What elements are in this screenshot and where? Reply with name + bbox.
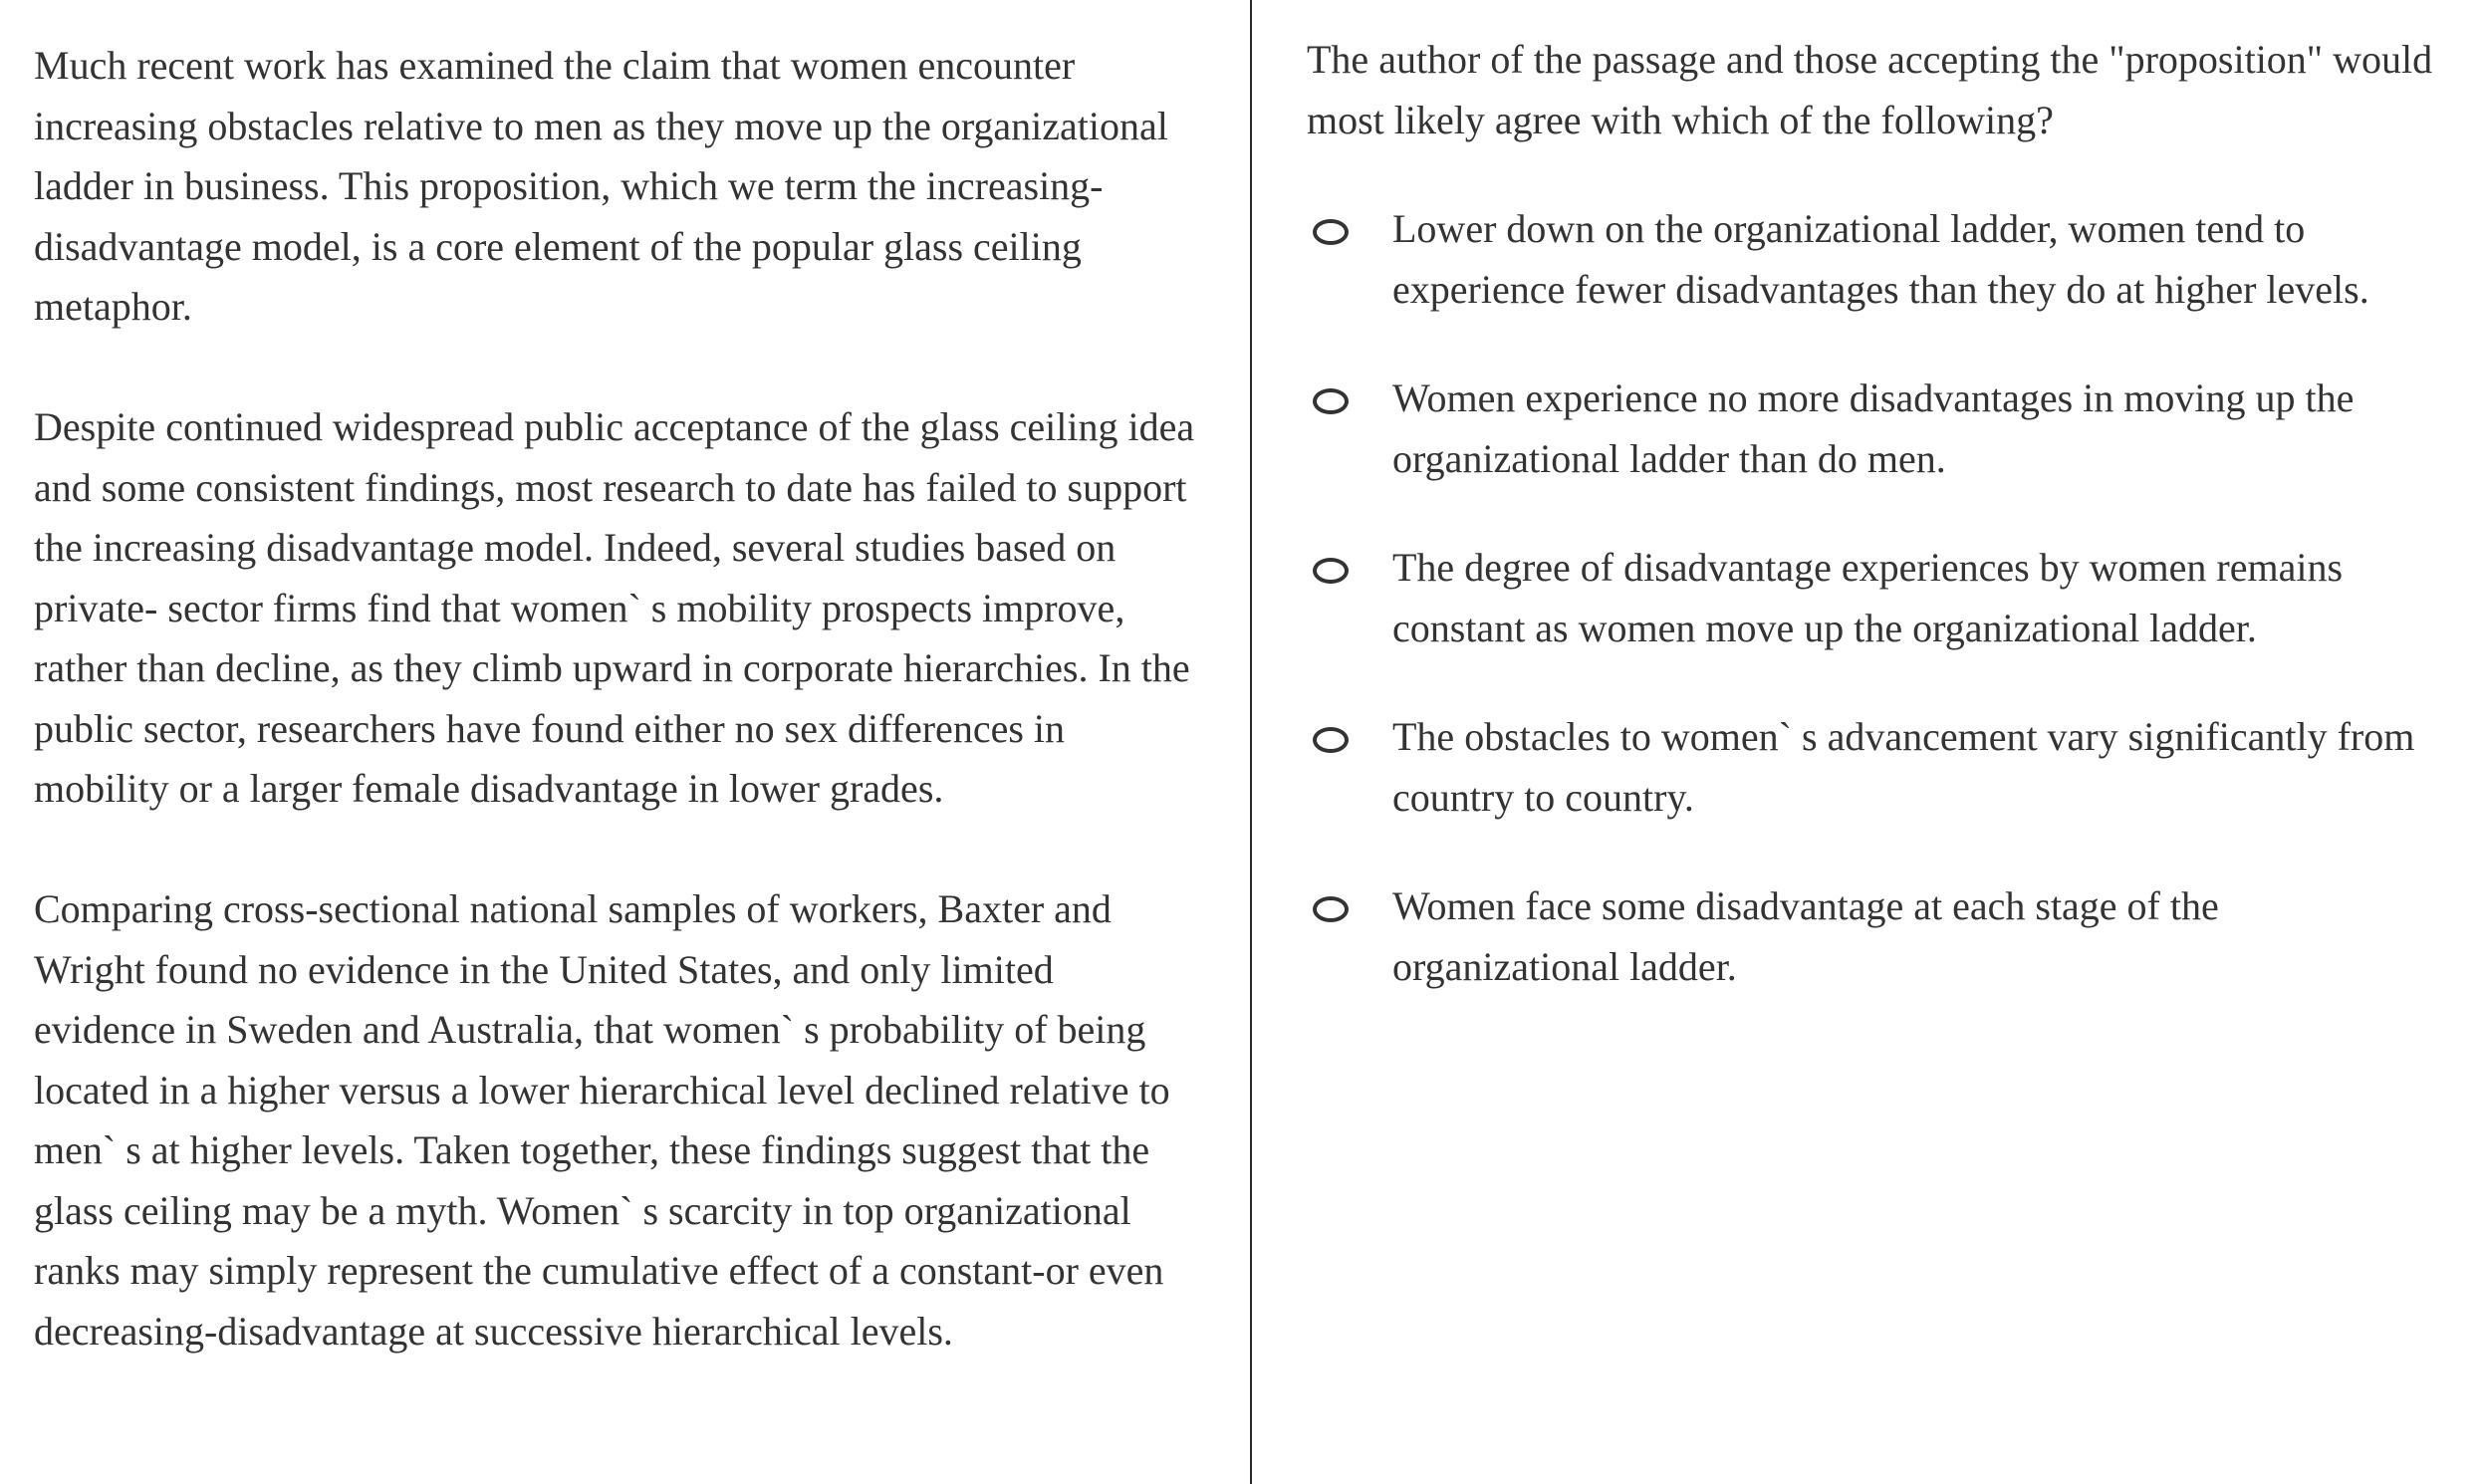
- radio-button-icon[interactable]: [1313, 727, 1349, 753]
- passage-paragraph-2: Despite continued widespread public acceptance of the glass ceiling idea and some consistent findings, most research to date has failed to support the increasing disadvantage model. Indeed, several studies based on private- sector firms find that women` s mobility prospects improve, rather than decline, as they climb upward in corporate hierarchies. In the public sector, researchers have found either no sex differences in mobility or a larger female disadvantage in lower grades.: [34, 404, 1195, 811]
- answer-option-5[interactable]: [1307, 876, 2452, 997]
- reading-passage: [34, 36, 1199, 1422]
- question-pane: [1307, 30, 2452, 989]
- answer-option-1[interactable]: [1307, 199, 2452, 320]
- answer-option-label: The obstacles to women` s advancement vary significantly from country to country.: [1392, 714, 2415, 820]
- question-stem: The author of the passage and those accepting the "proposition" would most likely agree with which of the following?: [1307, 37, 2433, 142]
- answer-option-label: Lower down on the organizational ladder, women tend to experience fewer disadvantages than they do at higher levels.: [1392, 206, 2369, 312]
- answer-option-label: Women experience no more disadvantages in moving up the organizational ladder than do men.: [1392, 375, 2355, 481]
- answer-option-2[interactable]: [1307, 369, 2452, 489]
- radio-button-icon[interactable]: [1313, 896, 1349, 922]
- passage-paragraph-3: Comparing cross-sectional national samples of workers, Baxter and Wright found no evidence in the United States, and only limited evidence in Sweden and Australia, that women` s probability of being located in a higher versus a lower hierarchical level declined relative to men` s at higher levels. Taken together, these findings suggest that the glass ceiling may be a myth. Women` s scarcity in top organizational ranks may simply represent the cumulative effect of a constant-or even decreasing-disadvantage at successive hierarchical levels.: [34, 886, 1170, 1354]
- passage-paragraph-1: Much recent work has examined the claim that women encounter increasing obstacles relative to men as they move up the organizational ladder in business. This proposition, which we term the increasing-disadvantage model, is a core element of the popular glass ceiling metaphor.: [34, 43, 1168, 329]
- answer-option-3[interactable]: [1307, 538, 2452, 658]
- radio-button-icon[interactable]: [1313, 388, 1349, 414]
- answer-option-4[interactable]: [1307, 707, 2452, 828]
- radio-button-icon[interactable]: [1313, 558, 1349, 584]
- pane-divider[interactable]: [1250, 0, 1252, 1484]
- answer-options: [1307, 199, 2452, 997]
- answer-option-label: Women face some disadvantage at each stage of the organizational ladder.: [1392, 883, 2219, 989]
- answer-option-label: The degree of disadvantage experiences by women remains constant as women move up the organizational ladder.: [1392, 545, 2344, 650]
- radio-button-icon[interactable]: [1313, 219, 1349, 245]
